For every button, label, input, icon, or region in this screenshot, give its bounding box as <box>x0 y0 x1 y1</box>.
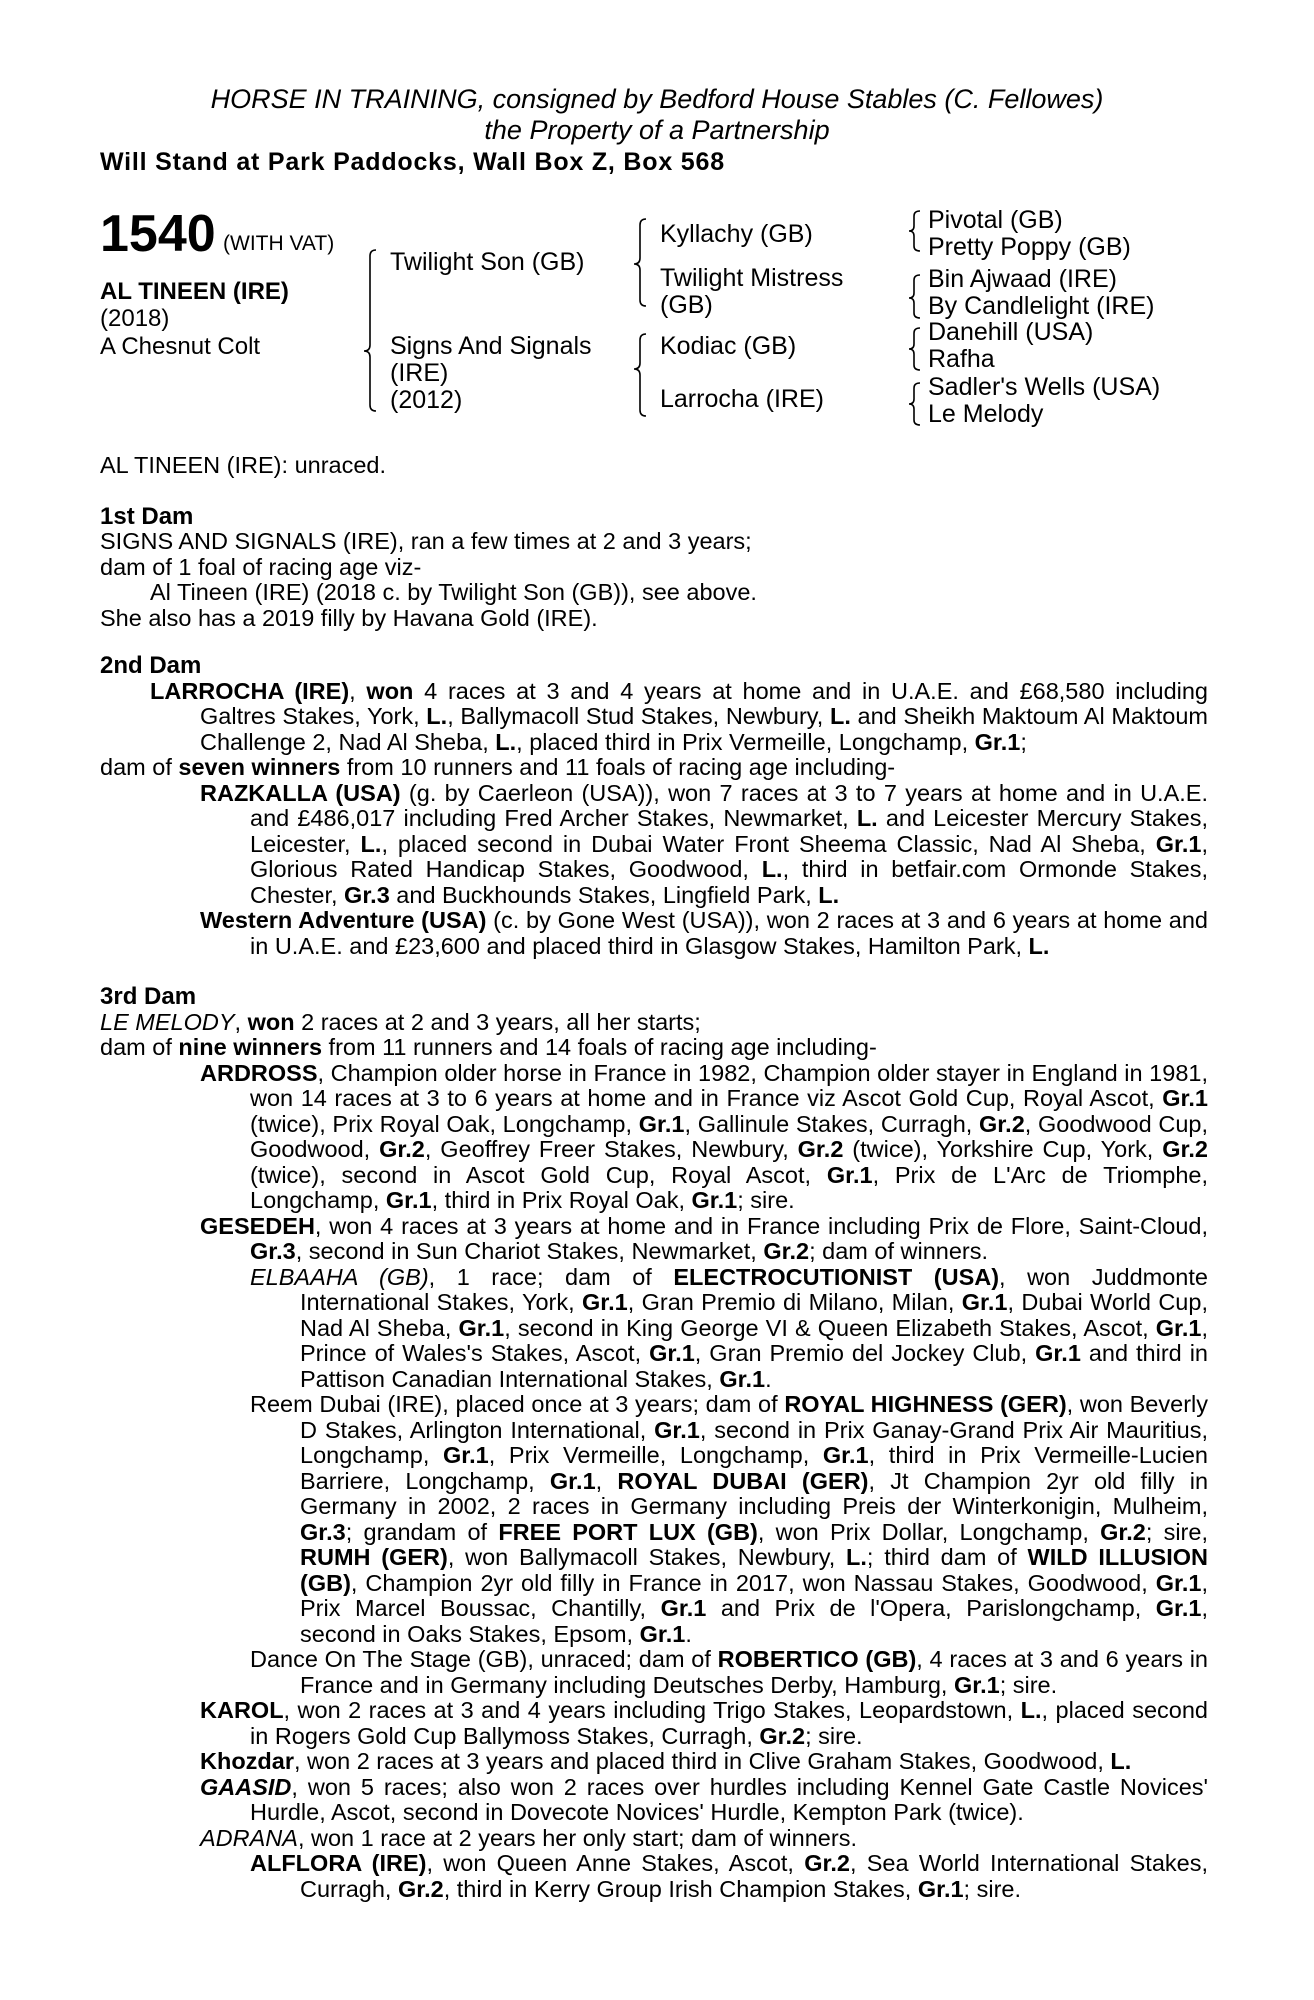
g3-sds: Bin Ajwaad (IRE) <box>928 265 1117 293</box>
second-dam-heading: 2nd Dam <box>100 652 202 679</box>
horse-description: A Chesnut Colt <box>100 333 261 360</box>
produce-record: Dance On The Stage (GB), unraced; dam of ROBERTICO (GB), 4 races at 3 and 6 years in France and in Germany including Deutsches Derby, Hamburg, Gr.1; sire. <box>250 1646 1208 1698</box>
g3-ssd: Pretty Poppy (GB) <box>928 233 1131 261</box>
dam-line1: Signs And Signals <box>390 332 592 360</box>
produce-record: GAASID, won 5 races; also won 2 races over hurdles including Kennel Gate Castle Novices' Hurdle, Ascot, second in Dovecote Novices' Hurdle, Kempton Park (twice). <box>200 1773 1208 1825</box>
produce-record: Reem Dubai (IRE), placed once at 3 years; dam of ROYAL HIGHNESS (GER), won Beverly D Stakes, Arlington International, Gr.1, second in Prix Ganay-Grand Prix Air Mauritius, Longchamp, Gr.1, Prix Vermeille, Longchamp, Gr.1, third in Prix Vermeille-Lucien Barriere, Longchamp, Gr.1, ROYAL DUBAI (GER), Jt Champion 2yr old filly in Germany in 2002, 2 races in Germany including Preis der Winterkonigin, Mulheim, Gr.3; grandam of FREE PORT LUX (GB), won Prix Dollar, Longchamp, Gr.2; sire, RUMH (GER), won Ballymacoll Stakes, Newbury, L.; third dam of WILD ILLUSION (GB), Champion 2yr old filly in France in 2017, won Nassau Stakes, Goodwood, Gr.1, Prix Marcel Boussac, Chantilly, Gr.1 and Prix de l'Opera, Parislongchamp, Gr.1, second in Oaks Stakes, Epsom, Gr.1. <box>250 1391 1209 1647</box>
sire-dam-line1: Twilight Mistress <box>660 264 844 292</box>
sire-sire: Kyllachy (GB) <box>660 220 813 248</box>
third-dam-record: LE MELODY, won 2 races at 2 and 3 years, all her starts; <box>100 1008 701 1035</box>
g3-dsd: Rafha <box>928 345 995 373</box>
produce-record: ARDROSS, Champion older horse in France in 1982, Champion older stayer in England in 1981, won 14 races at 3 to 6 years at home and in France viz Ascot Gold Cup, Royal Ascot, Gr.1 (twice), Prix Royal Oak, Longchamp, Gr.1, Gallinule Stakes, Curragh, Gr.2, Goodwood Cup, Goodwood, Gr.2, Geoffrey Freer Stakes, Newbury, Gr.2 (twice), Yorkshire Cup, York, Gr.2 (twice), second in Ascot Gold Cup, Royal Ascot, Gr.1, Prix de L'Arc de Triomphe, Longchamp, Gr.1, third in Prix Royal Oak, Gr.1; sire. <box>200 1059 1208 1213</box>
horse-name: AL TINEEN (IRE) <box>100 278 289 305</box>
produce-record: ELBAAHA (GB), 1 race; dam of ELECTROCUTIONIST (USA), won Juddmonte International Stakes, York, Gr.1, Gran Premio di Milano, Milan, Gr.1, Dubai World Cup, Nad Al Sheba, Gr.1, second in King George VI & Queen Elizabeth Stakes, Ascot, Gr.1, Prince of Wales's Stakes, Ascot, Gr.1, Gran Premio del Jockey Club, Gr.1 and third in Pattison Canadian International Stakes, Gr.1. <box>250 1263 1208 1392</box>
foaling-year: (2018) <box>100 305 170 332</box>
horse-name: KAROL <box>200 1697 284 1723</box>
horse-name: RAZKALLA (USA) <box>200 779 401 806</box>
stand-line: Will Stand at Park Paddocks, Wall Box Z, Box 568 <box>100 148 725 176</box>
first-dam-heading: 1st Dam <box>100 502 194 530</box>
g3-ddd: Le Melody <box>928 400 1044 428</box>
dam-line3: (2012) <box>390 386 463 414</box>
dam-line2: (IRE) <box>390 359 449 387</box>
horse-name: ALFLORA (IRE) <box>250 1850 427 1876</box>
produce-record: GESEDEH, won 4 races at 3 years at home and in France including Prix de Flore, Saint-Cloud, Gr.3, second in Sun Chariot Stakes, Newmarket, Gr.2; dam of winners. <box>200 1212 1208 1264</box>
produce-record: RAZKALLA (USA) (g. by Caerleon (USA)), won 7 races at 3 to 7 years at home and in U.A.E. and £486,017 including Fred Archer Stakes, Newmarket, L. and Leicester Mercury Stakes, Leicester, L., placed second in Dubai Water Front Sheema Classic, Nad Al Sheba, Gr.1, Glorious Rated Handicap Stakes, Goodwood, L., third in betfair.com Ormonde Stakes, Chester, Gr.3 and Buckhounds Stakes, Lingfield Park, L. <box>200 779 1208 908</box>
sire: Twilight Son (GB) <box>390 248 585 276</box>
dam-dam: Larrocha (IRE) <box>660 385 824 413</box>
vat-note: (WITH VAT) <box>223 232 335 255</box>
horse-name: ARDROSS <box>200 1059 318 1086</box>
g3-sdd: By Candlelight (IRE) <box>928 292 1155 320</box>
g3-sss: Pivotal (GB) <box>928 206 1063 234</box>
produce-record: KAROL, won 2 races at 3 and 4 years including Trigo Stakes, Leopardstown, L., placed second in Rogers Gold Cup Ballymoss Stakes, Curragh, Gr.2; sire. <box>200 1697 1208 1749</box>
produce-record: ADRANA, won 1 race at 2 years her only start; dam of winners. <box>200 1824 857 1851</box>
first-dam-line: SIGNS AND SIGNALS (IRE), ran a few times at 2 and 3 years; <box>100 528 752 554</box>
second-dam-produce: dam of seven winners from 10 runners and 11 foals of racing age including- <box>100 754 896 780</box>
horse-name: ADRANA <box>200 1824 298 1851</box>
unraced-note: AL TINEEN (IRE): unraced. <box>100 452 387 478</box>
consignment-line: HORSE IN TRAINING, consigned by Bedford House Stables (C. Fellowes) <box>210 84 1104 114</box>
horse-name: LARROCHA (IRE) <box>150 677 350 704</box>
won-label: won <box>366 677 414 704</box>
horse-name: Western Adventure (USA) <box>200 907 487 933</box>
third-dam-heading: 3rd Dam <box>100 983 197 1010</box>
dam-sire: Kodiac (GB) <box>660 332 797 360</box>
first-dam-line: dam of 1 foal of racing age viz- <box>100 553 422 580</box>
horse-name: GAASID <box>200 1773 292 1800</box>
horse-name: GESEDEH <box>200 1212 315 1239</box>
g3-dss: Danehill (USA) <box>928 318 1094 346</box>
produce-record: ALFLORA (IRE), won Queen Anne Stakes, Ascot, Gr.2, Sea World International Stakes, Curragh, Gr.2, third in Kerry Group Irish Champion Stakes, Gr.1; sire. <box>250 1850 1208 1902</box>
g3-dds: Sadler's Wells (USA) <box>928 373 1161 401</box>
catalogue-body <box>100 453 1208 1902</box>
third-dam-produce: dam of nine winners from 11 runners and 14 foals of racing age including- <box>100 1034 877 1060</box>
property-line: the Property of a Partnership <box>484 115 830 145</box>
horse-name: Khozdar <box>200 1748 294 1774</box>
first-dam-foal: Al Tineen (IRE) (2018 c. by Twilight Son (GB)), see above. <box>150 579 757 605</box>
sire-dam-line2: (GB) <box>660 291 713 319</box>
second-dam-record: LARROCHA (IRE), won 4 races at 3 and 4 years at home and in U.A.E. and £68,580 including Galtres Stakes, York, L., Ballymacoll Stud Stakes, Newbury, L. and Sheikh Maktoum Al Maktoum Challenge 2, Nad Al Sheba, L., placed third in Prix Vermeille, Longchamp, Gr.1; <box>150 677 1209 755</box>
lot-number: 1540 <box>100 205 216 263</box>
produce-record: Khozdar, won 2 races at 3 years and placed third in Clive Graham Stakes, Goodwood, L. <box>200 1748 1132 1774</box>
first-dam-line: She also has a 2019 filly by Havana Gold (IRE). <box>100 604 598 631</box>
produce-record: Western Adventure (USA) (c. by Gone West (USA)), won 2 races at 3 and 6 years at home and in U.A.E. and £23,600 and placed third in Glasgow Stakes, Hamilton Park, L. <box>200 907 1208 959</box>
